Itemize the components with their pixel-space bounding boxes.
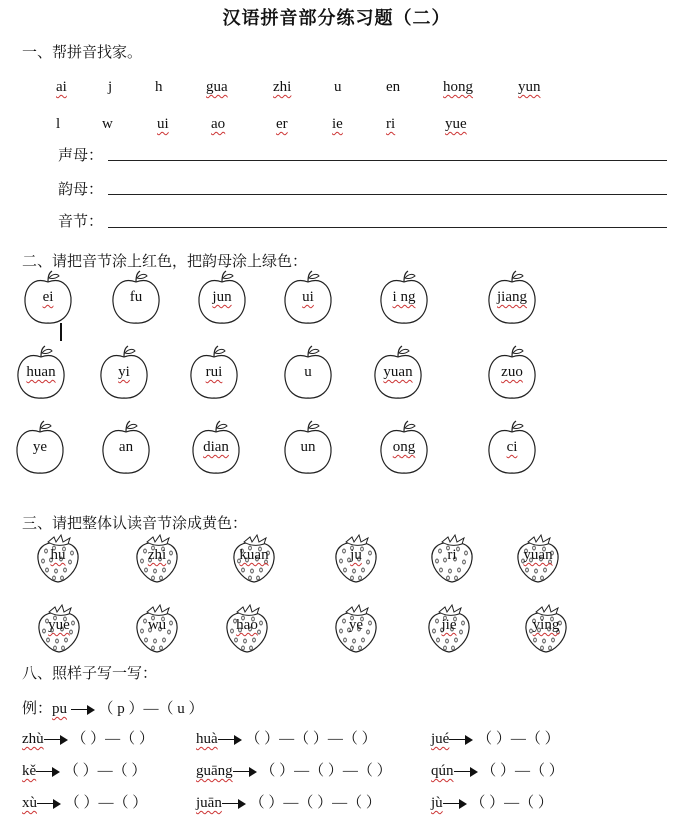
apple-label: yi	[118, 364, 130, 380]
pinyin-item[interactable]: yue	[445, 116, 467, 132]
finals-label: 韵母：	[58, 180, 104, 198]
apple-label: ei	[42, 289, 54, 305]
answer-blanks[interactable]: （ ）—（ ）	[61, 795, 148, 811]
apple-ui[interactable]	[282, 270, 334, 326]
apple-jiang[interactable]	[486, 270, 538, 326]
strawberry-yue[interactable]	[35, 603, 83, 653]
apple-ci[interactable]	[486, 420, 538, 476]
answer-blanks[interactable]: （ ）—（ ）	[473, 731, 560, 747]
strawberry-label: hao	[236, 617, 258, 633]
strawberry-label: ri	[447, 547, 457, 563]
section1-heading: 一、帮拼音找家。	[22, 43, 143, 61]
apple-an[interactable]	[100, 420, 152, 476]
pinyin-item[interactable]: w	[102, 116, 113, 132]
strawberry-hu[interactable]	[34, 533, 82, 583]
strawberry-ying[interactable]	[522, 603, 570, 653]
strawberry-label: wu	[147, 617, 167, 633]
arrow-icon	[36, 767, 60, 777]
apple-label: un	[300, 439, 316, 455]
initials-label: 声母：	[58, 146, 104, 164]
apple-label: huan	[26, 364, 56, 380]
apple-label: jiang	[497, 289, 527, 305]
exercise-word: jù	[431, 795, 443, 811]
apple-label: ong	[392, 439, 416, 455]
exercise-word: jué	[431, 731, 450, 747]
arrow-icon	[233, 767, 257, 777]
example-word: pu	[52, 701, 68, 717]
answer-blanks[interactable]: （ ）—（ ）—（ ）	[256, 763, 392, 779]
exercise-word: xù	[22, 795, 37, 811]
exercise-item	[22, 791, 147, 812]
strawberry-ju[interactable]	[332, 533, 380, 583]
finals-answer-line[interactable]	[108, 194, 667, 195]
apple-label: an	[118, 439, 134, 455]
pinyin-item[interactable]: u	[334, 79, 342, 95]
arrow-icon	[449, 735, 473, 745]
apple-dian[interactable]	[190, 420, 242, 476]
syllables-answer-line[interactable]	[108, 227, 667, 228]
apple-ei[interactable]	[22, 270, 74, 326]
exercise-word: huà	[196, 731, 218, 747]
section2-heading: 二、请把音节涂上红色，把韵母涂上绿色：	[22, 252, 308, 270]
answer-blanks[interactable]: （ ）—（ ）—（ ）	[241, 731, 377, 747]
arrow-icon	[218, 735, 242, 745]
answer-blanks[interactable]: （ ）—（ ）	[60, 763, 147, 779]
apple-label: u	[304, 364, 312, 380]
arrow-icon	[37, 799, 61, 809]
strawberry-label: yue	[48, 617, 70, 633]
apple-label: dian	[203, 439, 229, 455]
strawberry-ri[interactable]	[428, 533, 476, 583]
page-title: 汉语拼音部分练习题（二）	[222, 8, 451, 29]
exercise-item	[196, 791, 381, 812]
exercise-item	[22, 727, 154, 748]
apple-yuan[interactable]	[372, 345, 424, 401]
strawberry-yuan[interactable]	[514, 533, 562, 583]
arrow-icon	[454, 767, 478, 777]
section3-heading: 三、请把整体认读音节涂成黄色：	[22, 514, 248, 532]
strawberry-label: ying	[532, 617, 560, 633]
strawberry-label: jie	[441, 617, 457, 633]
strawberry-zhi[interactable]	[133, 533, 181, 583]
section8-heading: 八、照样子写一写：	[22, 664, 158, 682]
initials-answer-line[interactable]	[108, 160, 667, 161]
strawberry-label: zhi	[147, 547, 167, 563]
apple-label: jun	[212, 289, 232, 305]
pinyin-item[interactable]: gua	[206, 79, 228, 95]
exercise-word: kě	[22, 763, 37, 779]
answer-blanks[interactable]: （ ）—（ ）	[477, 763, 564, 779]
apple-yi[interactable]	[98, 345, 150, 401]
pinyin-item[interactable]: ui	[157, 116, 169, 132]
apple-huan[interactable]	[15, 345, 67, 401]
strawberry-jie[interactable]	[425, 603, 473, 653]
pinyin-item[interactable]: en	[386, 79, 401, 95]
answer-blanks[interactable]: （ ）—（ ）—（ ）	[245, 795, 381, 811]
pinyin-item[interactable]: h	[155, 79, 163, 95]
apple-zuo[interactable]	[486, 345, 538, 401]
apple-fu[interactable]	[110, 270, 162, 326]
strawberry-label: ye	[348, 617, 364, 633]
exercise-word: juān	[196, 795, 222, 811]
pinyin-item[interactable]: zhi	[273, 79, 292, 95]
apple-label: ye	[32, 439, 48, 455]
arrow-icon	[71, 705, 95, 715]
strawberry-ye[interactable]	[332, 603, 380, 653]
apple-un[interactable]	[282, 420, 334, 476]
strawberry-label: hu	[50, 547, 66, 563]
apple-ye[interactable]	[14, 420, 66, 476]
pinyin-item[interactable]: l	[56, 116, 61, 132]
syllables-label: 音节：	[58, 212, 104, 230]
answer-blanks[interactable]: （ ）—（ ）	[67, 731, 154, 747]
apple-label: zuo	[501, 364, 523, 380]
arrow-icon	[44, 735, 68, 745]
exercise-item	[196, 759, 392, 780]
exercise-word: zhù	[22, 731, 44, 747]
strawberry-label: yuan	[523, 547, 553, 563]
pinyin-item[interactable]: ao	[211, 116, 226, 132]
pinyin-item[interactable]: ai	[56, 79, 67, 95]
pinyin-item[interactable]: ri	[386, 116, 396, 132]
apple-rui[interactable]	[188, 345, 240, 401]
strawberry-wu[interactable]	[133, 603, 181, 653]
apple-label: rui	[205, 364, 223, 380]
apple-label: i ng	[392, 289, 416, 305]
strawberry-hao[interactable]	[223, 603, 271, 653]
pinyin-item[interactable]: er	[276, 116, 288, 132]
exercise-word: guāng	[196, 763, 233, 779]
pinyin-item[interactable]: hong	[443, 79, 473, 95]
pinyin-item[interactable]: j	[108, 79, 113, 95]
example-prefix: 例：	[22, 701, 53, 717]
exercise-item	[431, 727, 560, 748]
exercise-word: qún	[431, 763, 454, 779]
apple-label: ui	[302, 289, 314, 305]
strawberry-label: kuan	[239, 547, 269, 563]
pinyin-item[interactable]: yun	[518, 79, 541, 95]
exercise-item	[431, 759, 564, 780]
strawberry-kuan[interactable]	[230, 533, 278, 583]
arrow-icon	[443, 799, 467, 809]
answer-blanks[interactable]: （ ）—（ ）	[466, 795, 553, 811]
apple-u[interactable]	[282, 345, 334, 401]
apple-label: yuan	[383, 364, 413, 380]
exercise-item	[22, 759, 146, 780]
apple-ing[interactable]	[378, 270, 430, 326]
apple-label: fu	[129, 289, 143, 305]
pinyin-item[interactable]: ie	[332, 116, 343, 132]
apple-label: ci	[506, 439, 518, 455]
arrow-icon	[222, 799, 246, 809]
example-row	[22, 697, 204, 718]
strawberry-label: ju	[350, 547, 362, 563]
example-parts: （ p ）—（ u ）	[98, 701, 204, 717]
apple-ong[interactable]	[378, 420, 430, 476]
exercise-item	[196, 727, 377, 748]
stray-mark	[60, 323, 62, 341]
exercise-item	[431, 791, 553, 812]
apple-jun[interactable]	[196, 270, 248, 326]
